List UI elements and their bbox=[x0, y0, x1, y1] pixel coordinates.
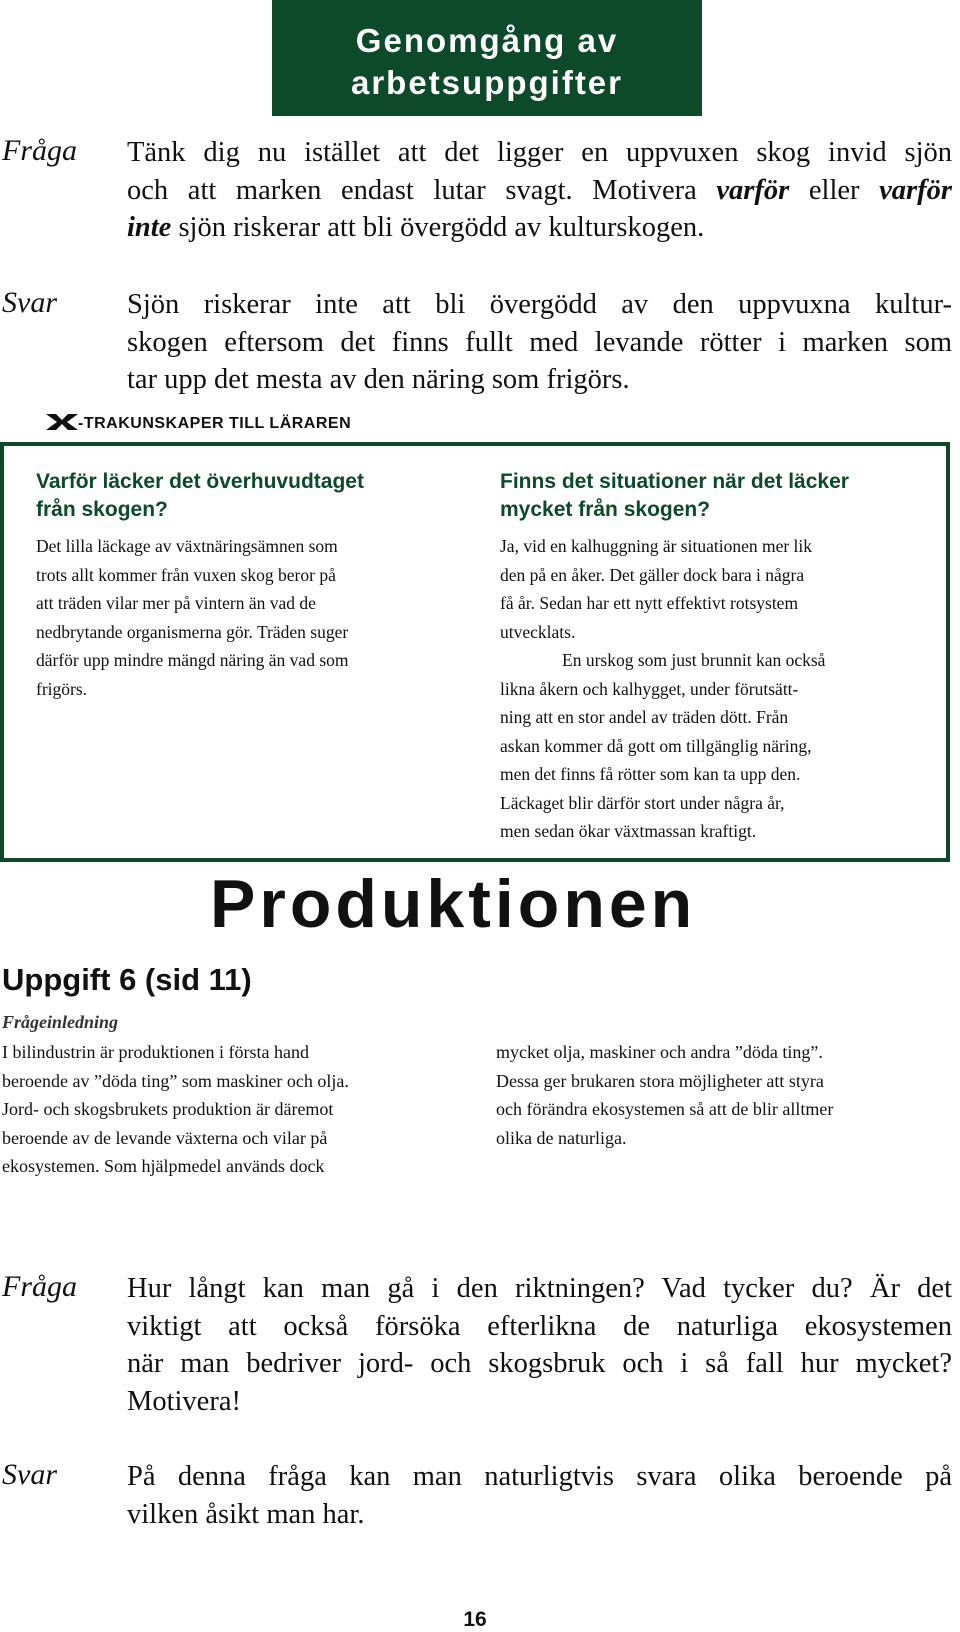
answer-text bbox=[127, 286, 952, 399]
facts-right-column bbox=[500, 468, 920, 846]
intro-label: Frågeinledning bbox=[2, 1012, 119, 1032]
intro-left-column: I bilindustrin är produktionen i första hand beroende av ”döda ting” som maskiner och olja. Jord- och skogsbrukets produktion är däremot beroende av de levande växterna och vilar på ekosystemen. Som hjälpmedel används dock bbox=[2, 1042, 349, 1176]
text-line: när man bedriver jord- och skogsbruk och i så fall hur mycket? bbox=[127, 1348, 952, 1379]
question-text bbox=[127, 1270, 952, 1420]
text-line: och att marken endast lutar svagt. Motivera varför eller varför bbox=[127, 174, 952, 206]
answer-text bbox=[127, 1458, 952, 1533]
facts-question: Finns det situationer när det läcker mycket från skogen? bbox=[500, 470, 849, 521]
question-label: Fråga bbox=[2, 1270, 77, 1303]
section-title: Produktionen bbox=[210, 866, 697, 942]
question-text bbox=[127, 134, 952, 247]
header-banner bbox=[272, 0, 702, 116]
text-line: På denna fråga kan man naturligtvis svara olika beroende på bbox=[127, 1461, 952, 1492]
text-line: Sjön riskerar inte att bli övergödd av den uppvuxna kultur- bbox=[127, 289, 952, 320]
text-line: Motivera! bbox=[127, 1385, 241, 1417]
text-line: Hur långt kan man gå i den riktningen? Vad tycker du? Är det bbox=[127, 1273, 952, 1304]
answer-label: Svar bbox=[2, 286, 57, 319]
facts-left-column bbox=[36, 468, 456, 703]
fakta-logo-icon bbox=[44, 412, 80, 432]
facts-answer: Ja, vid en kalhuggning är situationen mer lik den på en åker. Det gäller dock bara i några få år. Sedan har ett nytt effektivt rotsystem utvecklats. En urskog som just brunnit kan också likna åkern och kalhygget, under förutsätt- ning att en stor andel av träden dött. Från askan kommer då gott om tillgänglig näring, men det finns få rötter som kan ta upp den. Läckaget blir därför stort under några år, men sedan ökar växtmassan kraftigt. bbox=[500, 536, 826, 841]
text-line: vilken åsikt man har. bbox=[127, 1498, 365, 1530]
facts-answer: Det lilla läckage av växtnäringsämnen som trots allt kommer från vuxen skog beror på att träden vilar mer på vintern än vad de nedbrytande organismerna gör. Träden suger därför upp mindre mängd näring än vad som frigörs. bbox=[36, 536, 349, 699]
text-line: Tänk dig nu istället att det ligger en uppvuxen skog invid sjön bbox=[127, 137, 952, 168]
fakta-heading: -TRAKUNSKAPER TILL LÄRAREN bbox=[78, 415, 352, 432]
page-number: 16 bbox=[463, 1608, 487, 1631]
text-line: skogen eftersom det finns fullt med levande rötter i marken som bbox=[127, 326, 952, 358]
text-line: inte sjön riskerar att bli övergödd av kulturskogen. bbox=[127, 212, 705, 243]
text-line: tar upp det mesta av den näring som frigörs. bbox=[127, 364, 630, 395]
page-title bbox=[272, 20, 702, 104]
task-title: Uppgift 6 (sid 11) bbox=[2, 962, 252, 997]
title-line: Genomgång av bbox=[355, 22, 619, 59]
text-line: viktigt att också försöka efterlikna de naturliga ekosystemen bbox=[127, 1310, 952, 1342]
facts-question: Varför läcker det överhuvudtaget från skogen? bbox=[36, 470, 364, 521]
intro-right-column: mycket olja, maskiner och andra ”döda ting”. Dessa ger brukaren stora möjligheter att styra och förändra ekosystemen så att de blir alltmer olika de naturliga. bbox=[496, 1042, 834, 1148]
teacher-facts-box bbox=[0, 442, 950, 862]
title-line: arbetsuppgifter bbox=[350, 64, 624, 101]
answer-label: Svar bbox=[2, 1458, 57, 1491]
question-label: Fråga bbox=[2, 134, 77, 167]
